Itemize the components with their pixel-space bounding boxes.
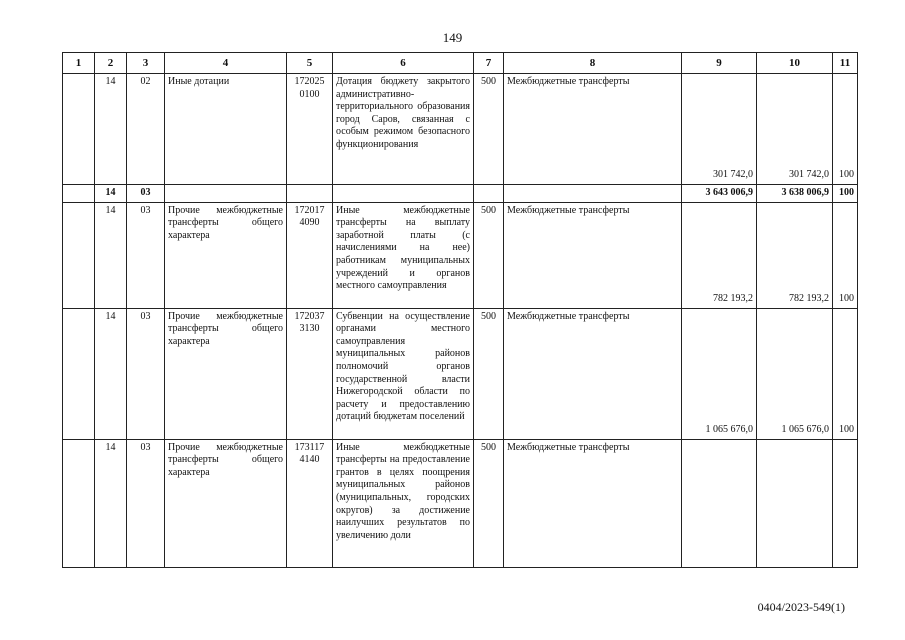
cell-target-code: 172017 4090	[287, 202, 333, 308]
cell-target-code	[287, 185, 333, 203]
col-header-10: 10	[757, 53, 833, 74]
cell-amount-10: 1 065 676,0	[757, 308, 833, 439]
cell-expense-type-name: Межбюджетные трансферты	[504, 74, 682, 185]
document-code: 0404/2023-549(1)	[757, 600, 845, 614]
cell-target-code: 172025 0100	[287, 74, 333, 185]
budget-table	[62, 52, 858, 568]
header-row	[63, 53, 858, 74]
cell-section: 14	[95, 308, 127, 439]
cell-amount-9: 301 742,0	[682, 74, 757, 185]
cell-col1	[63, 185, 95, 203]
table-row	[63, 74, 858, 185]
cell-subsection: 03	[127, 439, 165, 567]
cell-target-name: Иные межбюджетные трансферты на предоставление грантов в целях поощрения муниципальных районов (муниципальных, городских округов) за достижение наилучших результатов по увеличению доли	[333, 439, 474, 567]
cell-amount-9	[682, 439, 757, 567]
cell-col1	[63, 439, 95, 567]
cell-amount-9: 1 065 676,0	[682, 308, 757, 439]
cell-percent	[833, 439, 858, 567]
cell-target-name: Дотация бюджету закрытого административно-территориального образования город Саров, связанная с особым режимом безопасного функционирования	[333, 74, 474, 185]
cell-expense-type: 500	[474, 74, 504, 185]
cell-subsection-name: Иные дотации	[165, 74, 287, 185]
cell-target-name	[333, 185, 474, 203]
cell-amount-9: 3 643 006,9	[682, 185, 757, 203]
cell-section: 14	[95, 74, 127, 185]
col-header-3: 3	[127, 53, 165, 74]
cell-subsection-name: Прочие межбюджетные трансферты общего характера	[165, 202, 287, 308]
page-number: 149	[442, 30, 463, 45]
cell-subsection-name	[165, 185, 287, 203]
cell-percent: 100	[833, 308, 858, 439]
cell-section: 14	[95, 185, 127, 203]
cell-subsection: 03	[127, 308, 165, 439]
cell-expense-type	[474, 185, 504, 203]
col-header-1: 1	[63, 53, 95, 74]
cell-amount-10: 301 742,0	[757, 74, 833, 185]
cell-expense-type: 500	[474, 202, 504, 308]
col-header-5: 5	[287, 53, 333, 74]
cell-amount-10: 3 638 006,9	[757, 185, 833, 203]
col-header-7: 7	[474, 53, 504, 74]
cell-expense-type-name: Межбюджетные трансферты	[504, 202, 682, 308]
col-header-2: 2	[95, 53, 127, 74]
col-header-8: 8	[504, 53, 682, 74]
cell-amount-10	[757, 439, 833, 567]
cell-percent: 100	[833, 185, 858, 203]
cell-expense-type: 500	[474, 439, 504, 567]
cell-target-code: 173117 4140	[287, 439, 333, 567]
cell-amount-10: 782 193,2	[757, 202, 833, 308]
cell-target-name: Субвенции на осуществление органами местного самоуправления муниципальных районов полномочий органов государственной власти Нижегородской области по расчету и предоставлению дотаций бюджетам поселений	[333, 308, 474, 439]
cell-expense-type-name: Межбюджетные трансферты	[504, 308, 682, 439]
cell-col1	[63, 74, 95, 185]
cell-target-name: Иные межбюджетные трансферты на выплату заработной платы (с начислениями на нее) работникам муниципальных учреждений и органов местного самоуправления	[333, 202, 474, 308]
cell-section: 14	[95, 439, 127, 567]
cell-subsection: 02	[127, 74, 165, 185]
cell-subsection-name: Прочие межбюджетные трансферты общего характера	[165, 439, 287, 567]
cell-expense-type-name	[504, 185, 682, 203]
col-header-4: 4	[165, 53, 287, 74]
cell-col1	[63, 308, 95, 439]
cell-percent: 100	[833, 202, 858, 308]
cell-target-code: 172037 3130	[287, 308, 333, 439]
cell-subsection-name: Прочие межбюджетные трансферты общего характера	[165, 308, 287, 439]
cell-col1	[63, 202, 95, 308]
table-row	[63, 202, 858, 308]
cell-subsection: 03	[127, 185, 165, 203]
cell-percent: 100	[833, 74, 858, 185]
subtotal-row	[63, 185, 858, 203]
table-row	[63, 439, 858, 567]
cell-section: 14	[95, 202, 127, 308]
cell-subsection: 03	[127, 202, 165, 308]
cell-amount-9: 782 193,2	[682, 202, 757, 308]
table-row	[63, 308, 858, 439]
cell-expense-type: 500	[474, 308, 504, 439]
col-header-11: 11	[833, 53, 858, 74]
col-header-9: 9	[682, 53, 757, 74]
col-header-6: 6	[333, 53, 474, 74]
cell-expense-type-name: Межбюджетные трансферты	[504, 439, 682, 567]
